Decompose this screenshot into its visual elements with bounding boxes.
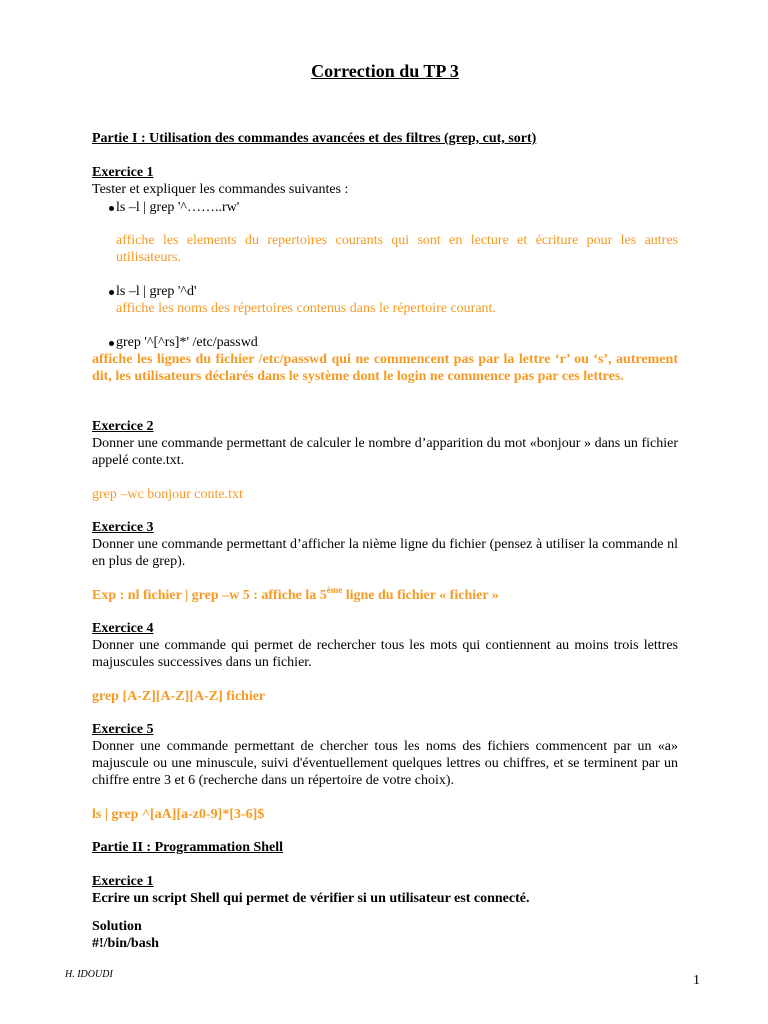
ex3-answer	[92, 587, 678, 604]
ex1-cmd1: ls –l | grep '^……..rw'	[116, 200, 240, 215]
ex3-heading: Exercice 3	[92, 520, 154, 535]
ex1-intro: Tester et expliquer les commandes suivantes :	[92, 182, 349, 197]
part1-heading: Partie I : Utilisation des commandes avancées et des filtres (grep, cut, sort)	[92, 131, 537, 146]
ex4-answer: grep [A-Z][A-Z][A-Z] fichier	[92, 689, 266, 704]
ex1-cmd1-item	[116, 199, 676, 216]
footer-author: H. IDOUDI	[65, 969, 113, 980]
solution-label: Solution	[92, 919, 142, 934]
ex3-question: Donner une commande permettant d’afficher la nième ligne du fichier (pensez à utiliser la commande nl en plus de grep).	[92, 537, 678, 569]
ex3-answer-sup: ème	[326, 585, 343, 595]
bullet-icon	[109, 206, 114, 211]
ex1-cmd3: grep '^[^rs]*' /etc/passwd	[116, 335, 258, 350]
page-title: Correction du TP 3	[311, 61, 459, 81]
ex1-cmd3-item	[116, 334, 676, 351]
part2-ex1-question: Ecrire un script Shell qui permet de vérifier si un utilisateur est connecté.	[92, 891, 530, 906]
ex3-answer-pre: Exp : nl fichier | grep –w 5 : affiche la 5	[92, 588, 327, 603]
page-number: 1	[693, 973, 700, 988]
ex4-question: Donner une commande qui permet de rechercher tous les mots qui contiennent au moins trois lettres majuscules successives dans un fichier.	[92, 638, 678, 670]
ex2-answer: grep –wc bonjour conte.txt	[92, 487, 243, 502]
ex1-ans2: affiche les noms des répertoires contenus dans le répertoire courant.	[116, 301, 496, 316]
ex5-question: Donner une commande permettant de chercher tous les noms des fichiers commencent par un «a» majuscule ou une minuscule, suivi d'éventuellement quelques lettres ou chiffres, et se terminent par un chiffre entre 3 et 6 (recherche dans un répertoire de votre choix).	[92, 739, 678, 788]
bullet-icon	[109, 290, 114, 295]
ex5-answer: ls | grep ^[aA][a-z0-9]*[3-6]$	[92, 807, 265, 822]
ex5-heading: Exercice 5	[92, 722, 154, 737]
ex4-heading: Exercice 4	[92, 621, 154, 636]
ex1-cmd2-item	[116, 283, 676, 300]
ex1-ans3: affiche les lignes du fichier /etc/passwd qui ne commencent pas par la lettre ‘r’ ou ‘s’, autrement dit, les utilisateurs déclarés dans le système dont le login ne commence pas par ces lettres.	[92, 352, 678, 384]
ex3-answer-post: ligne du fichier « fichier »	[342, 588, 499, 603]
shebang-line: #!/bin/bash	[92, 936, 159, 951]
ex2-heading: Exercice 2	[92, 419, 154, 434]
ex1-cmd2: ls –l | grep '^d'	[116, 284, 197, 299]
ex1-heading: Exercice 1	[92, 165, 154, 180]
bullet-icon	[109, 341, 114, 346]
part2-heading: Partie II : Programmation Shell	[92, 840, 284, 855]
ex1-ans1: affiche les elements du repertoires courants qui sont en lecture et écriture pour les autres utilisateurs.	[116, 233, 678, 265]
part2-ex1-heading: Exercice 1	[92, 874, 154, 889]
ex2-question: Donner une commande permettant de calculer le nombre d’apparition du mot «bonjour » dans un fichier appelé conte.txt.	[92, 436, 678, 468]
